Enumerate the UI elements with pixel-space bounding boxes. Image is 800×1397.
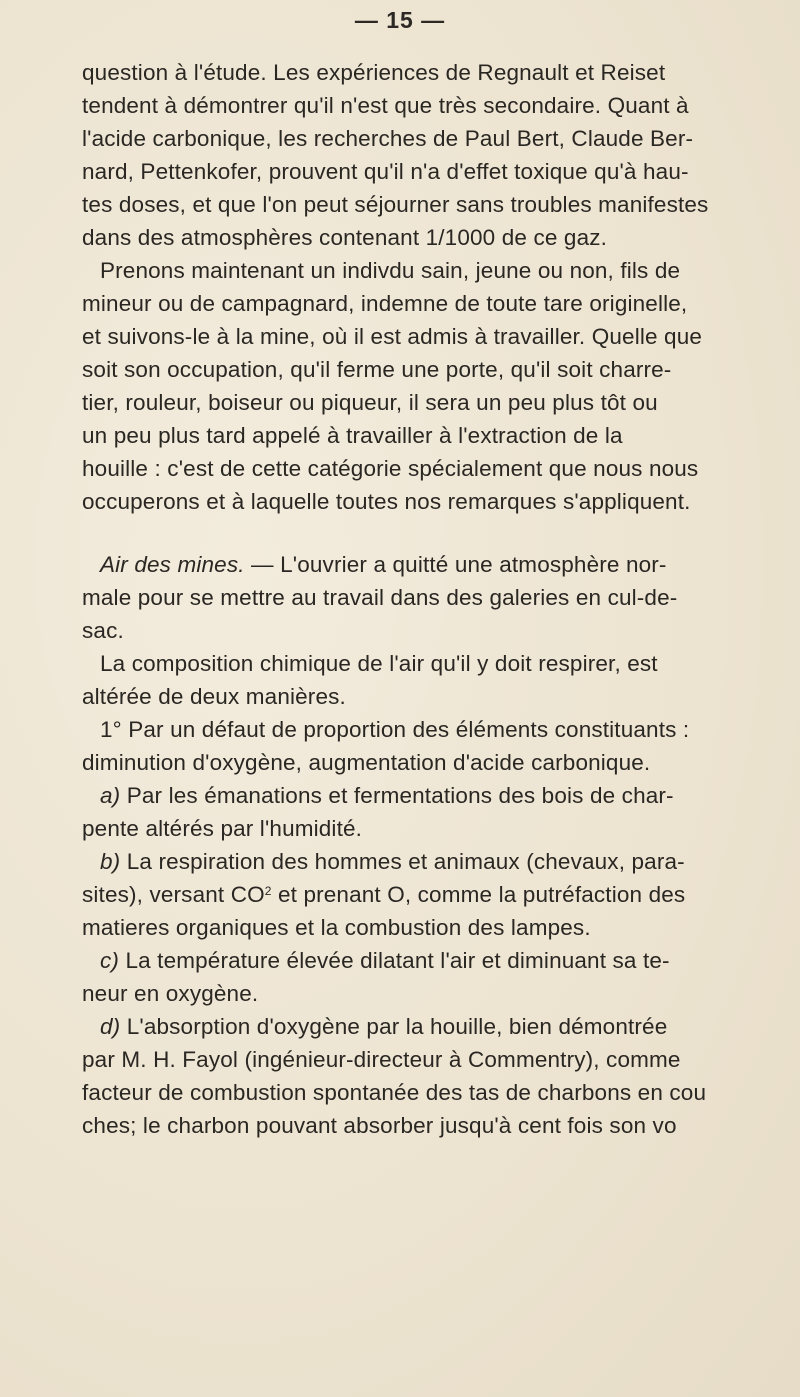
text-line: et suivons-le à la mine, où il est admis à travailler. Quelle que [82,324,703,349]
paragraph [82,713,758,779]
section-gap [82,518,758,548]
text-line: soit son occupation, qu'il ferme une porte, qu'il soit charre- [82,357,672,382]
page-number: — 15 — [354,7,446,33]
paragraph [82,647,758,713]
text-line: altérée de deux manières. [82,684,346,709]
text-line: occuperons et à laquelle toutes nos remarques s'appliquent. [82,489,691,514]
list-marker: d) [100,1014,121,1039]
body-text [82,56,758,1142]
list-item [82,845,758,944]
text-line: nard, Pettenkofer, prouvent qu'il n'a d'effet toxique qu'à hau- [82,159,689,184]
text-run: Par les émanations et fermentations des bois de char- [120,783,674,808]
text-line [82,878,758,911]
text-line: male pour se mettre au travail dans des galeries en cul-de- [82,585,678,610]
paragraph [82,56,758,254]
text-line: tes doses, et que l'on peut séjourner sans troubles manifestes [82,192,709,217]
list-item [82,1010,758,1142]
text-line: l'acide carbonique, les recherches de Paul Bert, Claude Ber- [82,126,694,151]
text-run: et prenant O, comme la putréfaction des [271,882,686,907]
list-item [82,779,758,845]
text-line: pente altérés par l'humidité. [82,816,363,841]
text-line [82,779,758,812]
text-line: matieres organiques et la combustion des lampes. [82,915,591,940]
text-line: diminution d'oxygène, augmentation d'acide carbonique. [82,750,651,775]
list-marker: a) [100,783,121,808]
text-run: sites), versant CO [82,882,265,907]
text-line: 1° Par un défaut de proportion des éléments constituants : [100,717,690,742]
text-line [82,944,758,977]
text-run: L'absorption d'oxygène par la houille, bien démontrée [120,1014,668,1039]
text-line: houille : c'est de cette catégorie spécialement que nous nous [82,456,699,481]
list-item [82,944,758,1010]
text-line: mineur ou de campagnard, indemne de toute tare originelle, [82,291,688,316]
text-line: facteur de combustion spontanée des tas de charbons en cou [82,1080,707,1105]
superscript: 2 [264,884,272,898]
text-line: La composition chimique de l'air qu'il y doit respirer, est [100,651,658,676]
text-line: sac. [82,618,124,643]
text-line: tendent à démontrer qu'il n'est que très secondaire. Quant à [82,93,689,118]
list-marker: b) [100,849,121,874]
text-run: La température élevée dilatant l'air et diminuant sa te- [119,948,670,973]
text-line: dans des atmosphères contenant 1/1000 de ce gaz. [82,225,608,250]
text-line: Prenons maintenant un indivdu sain, jeune ou non, fils de [100,258,681,283]
text-line [82,1010,758,1043]
text-line [82,845,758,878]
text-line [82,548,758,581]
paragraph [82,548,758,647]
text-run: — L'ouvrier a quitté une atmosphère nor- [244,552,667,577]
text-line: ches; le charbon pouvant absorber jusqu'à cent fois son vo [82,1113,677,1138]
paragraph [82,254,758,518]
text-run: La respiration des hommes et animaux (chevaux, para- [120,849,685,874]
text-line: question à l'étude. Les expériences de Regnault et Reiset [82,60,666,85]
text-line: un peu plus tard appelé à travailler à l'extraction de la [82,423,623,448]
list-marker: c) [100,948,120,973]
text-line: tier, rouleur, boiseur ou piqueur, il sera un peu plus tôt ou [82,390,658,415]
text-line: par M. H. Fayol (ingénieur-directeur à Commentry), comme [82,1047,681,1072]
section-heading: Air des mines. [100,552,245,577]
text-line: neur en oxygène. [82,981,259,1006]
